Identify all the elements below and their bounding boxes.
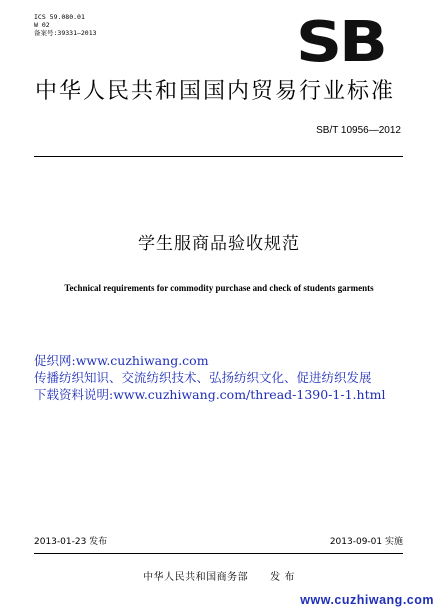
publisher-line [0, 571, 438, 585]
bottom-divider [34, 553, 403, 554]
record-number: 备案号:39331—2013 [34, 29, 97, 37]
classification-code: W 02 [34, 21, 50, 29]
document-title-english: Technical requirements for commodity purchase and check of students garments [64, 283, 374, 293]
watermark-site-line: 促织网:www.cuzhiwang.com [34, 353, 209, 368]
sb-logo: SB [295, 10, 385, 75]
publisher-name: 中华人民共和国商务部 [143, 572, 249, 583]
document-title-chinese: 学生服商品验收规范 [138, 234, 300, 254]
watermark-slogan-line: 传播纺织知识、交流纺织技术、弘扬纺织文化、促进纺织发展 [34, 370, 372, 385]
watermark-download-link[interactable]: 下载资料说明:www.cuzhiwang.com/thread-1390-1-1.html [34, 387, 386, 402]
ics-code: ICS 59.080.01 [34, 13, 85, 21]
publisher-action: 发 布 [270, 572, 295, 583]
issue-date: 2013-01-23 发布 [34, 537, 108, 547]
standard-category-title: 中华人民共和国国内贸易行业标准 [35, 79, 396, 104]
top-divider [34, 156, 403, 157]
footer-site-link[interactable]: www.cuzhiwang.com [300, 593, 434, 607]
standard-number: SB/T 10956—2012 [316, 125, 401, 136]
implementation-date: 2013-09-01 实施 [329, 537, 403, 547]
